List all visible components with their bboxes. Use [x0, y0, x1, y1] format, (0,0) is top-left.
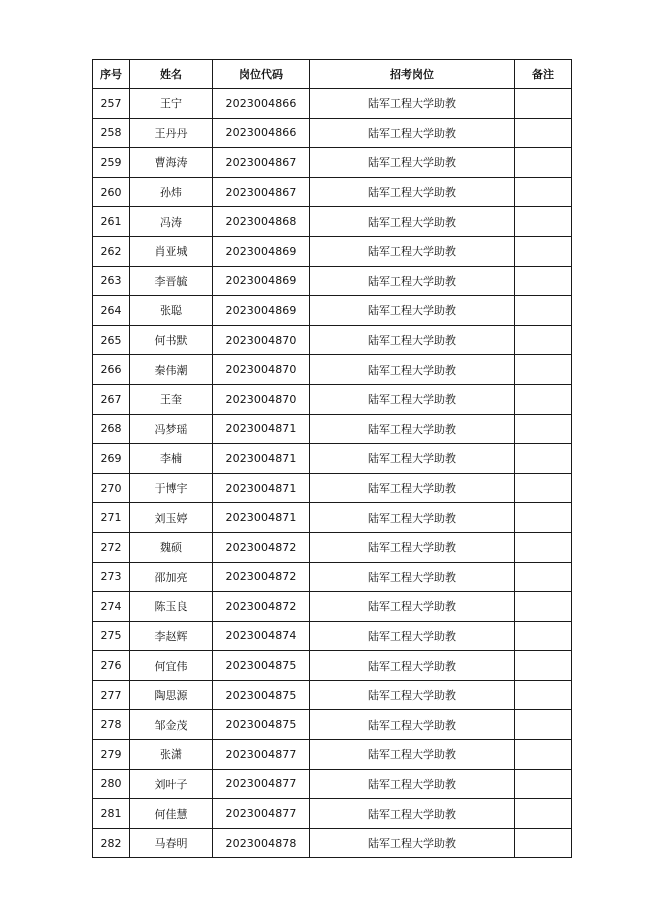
cell-recruited-position: 陆军工程大学助教: [310, 444, 515, 474]
cell-recruited-position: 陆军工程大学助教: [310, 325, 515, 355]
cell-position-code: 2023004871: [213, 473, 310, 503]
cell-serial-number: 272: [93, 532, 130, 562]
header-serial-number: 序号: [93, 60, 130, 89]
table-row: [93, 473, 572, 503]
table-row: [93, 503, 572, 533]
cell-name: 何佳慧: [130, 799, 213, 829]
cell-recruited-position: 陆军工程大学助教: [310, 651, 515, 681]
cell-serial-number: 261: [93, 207, 130, 237]
cell-name: 王奎: [130, 384, 213, 414]
cell-remarks: [515, 236, 572, 266]
cell-position-code: 2023004869: [213, 266, 310, 296]
cell-serial-number: 266: [93, 355, 130, 385]
table-row: [93, 296, 572, 326]
table-row: [93, 562, 572, 592]
cell-serial-number: 274: [93, 592, 130, 622]
cell-position-code: 2023004878: [213, 828, 310, 858]
header-recruited-position: 招考岗位: [310, 60, 515, 89]
cell-position-code: 2023004877: [213, 769, 310, 799]
cell-position-code: 2023004869: [213, 296, 310, 326]
cell-recruited-position: 陆军工程大学助教: [310, 207, 515, 237]
cell-recruited-position: 陆军工程大学助教: [310, 799, 515, 829]
cell-position-code: 2023004870: [213, 384, 310, 414]
cell-serial-number: 259: [93, 148, 130, 178]
cell-serial-number: 270: [93, 473, 130, 503]
table-header-row: [93, 60, 572, 89]
cell-remarks: [515, 799, 572, 829]
cell-recruited-position: 陆军工程大学助教: [310, 503, 515, 533]
cell-remarks: [515, 296, 572, 326]
table-row: [93, 799, 572, 829]
cell-serial-number: 271: [93, 503, 130, 533]
table-body: [93, 89, 572, 858]
cell-recruited-position: 陆军工程大学助教: [310, 355, 515, 385]
cell-serial-number: 276: [93, 651, 130, 681]
cell-position-code: 2023004870: [213, 355, 310, 385]
cell-name: 邹金茂: [130, 710, 213, 740]
cell-recruited-position: 陆军工程大学助教: [310, 148, 515, 178]
header-position-code: 岗位代码: [213, 60, 310, 89]
cell-position-code: 2023004875: [213, 651, 310, 681]
cell-name: 邵加亮: [130, 562, 213, 592]
cell-name: 冯涛: [130, 207, 213, 237]
cell-remarks: [515, 828, 572, 858]
cell-position-code: 2023004867: [213, 148, 310, 178]
cell-serial-number: 280: [93, 769, 130, 799]
cell-serial-number: 265: [93, 325, 130, 355]
cell-name: 王宁: [130, 89, 213, 119]
cell-remarks: [515, 651, 572, 681]
cell-remarks: [515, 562, 572, 592]
cell-remarks: [515, 769, 572, 799]
table-row: [93, 236, 572, 266]
table-row: [93, 118, 572, 148]
cell-serial-number: 263: [93, 266, 130, 296]
cell-position-code: 2023004870: [213, 325, 310, 355]
cell-remarks: [515, 148, 572, 178]
cell-name: 何宜伟: [130, 651, 213, 681]
cell-name: 孙炜: [130, 177, 213, 207]
cell-remarks: [515, 384, 572, 414]
cell-position-code: 2023004871: [213, 503, 310, 533]
cell-recruited-position: 陆军工程大学助教: [310, 473, 515, 503]
table-row: [93, 207, 572, 237]
cell-name: 张聪: [130, 296, 213, 326]
cell-name: 马春明: [130, 828, 213, 858]
table-row: [93, 740, 572, 770]
cell-name: 王丹丹: [130, 118, 213, 148]
cell-recruited-position: 陆军工程大学助教: [310, 562, 515, 592]
cell-remarks: [515, 473, 572, 503]
cell-position-code: 2023004872: [213, 592, 310, 622]
cell-remarks: [515, 414, 572, 444]
cell-serial-number: 277: [93, 680, 130, 710]
cell-name: 陈玉良: [130, 592, 213, 622]
cell-remarks: [515, 266, 572, 296]
cell-serial-number: 273: [93, 562, 130, 592]
cell-name: 张潇: [130, 740, 213, 770]
table-row: [93, 592, 572, 622]
cell-recruited-position: 陆军工程大学助教: [310, 384, 515, 414]
table-row: [93, 621, 572, 651]
cell-recruited-position: 陆军工程大学助教: [310, 740, 515, 770]
cell-serial-number: 282: [93, 828, 130, 858]
table-row: [93, 148, 572, 178]
cell-position-code: 2023004872: [213, 562, 310, 592]
cell-remarks: [515, 592, 572, 622]
cell-name: 秦伟潮: [130, 355, 213, 385]
cell-serial-number: 267: [93, 384, 130, 414]
cell-remarks: [515, 710, 572, 740]
table-row: [93, 710, 572, 740]
cell-recruited-position: 陆军工程大学助教: [310, 266, 515, 296]
cell-name: 陶思源: [130, 680, 213, 710]
cell-position-code: 2023004877: [213, 799, 310, 829]
cell-position-code: 2023004869: [213, 236, 310, 266]
table-row: [93, 89, 572, 119]
cell-recruited-position: 陆军工程大学助教: [310, 769, 515, 799]
cell-remarks: [515, 532, 572, 562]
cell-remarks: [515, 355, 572, 385]
table-row: [93, 532, 572, 562]
cell-recruited-position: 陆军工程大学助教: [310, 89, 515, 119]
cell-serial-number: 275: [93, 621, 130, 651]
cell-name: 李晋毓: [130, 266, 213, 296]
cell-recruited-position: 陆军工程大学助教: [310, 621, 515, 651]
table-row: [93, 177, 572, 207]
cell-name: 肖亚城: [130, 236, 213, 266]
cell-position-code: 2023004874: [213, 621, 310, 651]
cell-position-code: 2023004866: [213, 118, 310, 148]
cell-serial-number: 278: [93, 710, 130, 740]
table-row: [93, 355, 572, 385]
table-row: [93, 266, 572, 296]
table-row: [93, 769, 572, 799]
cell-serial-number: 264: [93, 296, 130, 326]
cell-remarks: [515, 177, 572, 207]
table-row: [93, 828, 572, 858]
cell-position-code: 2023004868: [213, 207, 310, 237]
table-row: [93, 384, 572, 414]
cell-recruited-position: 陆军工程大学助教: [310, 236, 515, 266]
cell-recruited-position: 陆军工程大学助教: [310, 118, 515, 148]
cell-serial-number: 260: [93, 177, 130, 207]
cell-position-code: 2023004872: [213, 532, 310, 562]
cell-position-code: 2023004875: [213, 710, 310, 740]
cell-recruited-position: 陆军工程大学助教: [310, 414, 515, 444]
cell-name: 于博宇: [130, 473, 213, 503]
cell-serial-number: 257: [93, 89, 130, 119]
table-row: [93, 444, 572, 474]
cell-serial-number: 281: [93, 799, 130, 829]
cell-remarks: [515, 503, 572, 533]
cell-recruited-position: 陆军工程大学助教: [310, 828, 515, 858]
cell-serial-number: 268: [93, 414, 130, 444]
table-row: [93, 325, 572, 355]
cell-remarks: [515, 89, 572, 119]
cell-recruited-position: 陆军工程大学助教: [310, 592, 515, 622]
cell-name: 何书默: [130, 325, 213, 355]
table-row: [93, 680, 572, 710]
cell-name: 李赵辉: [130, 621, 213, 651]
cell-remarks: [515, 325, 572, 355]
candidate-table: [92, 59, 572, 858]
cell-recruited-position: 陆军工程大学助教: [310, 532, 515, 562]
cell-name: 刘叶子: [130, 769, 213, 799]
cell-serial-number: 262: [93, 236, 130, 266]
header-name: 姓名: [130, 60, 213, 89]
cell-name: 曹海涛: [130, 148, 213, 178]
cell-serial-number: 258: [93, 118, 130, 148]
cell-recruited-position: 陆军工程大学助教: [310, 680, 515, 710]
cell-recruited-position: 陆军工程大学助教: [310, 177, 515, 207]
cell-name: 刘玉婷: [130, 503, 213, 533]
cell-position-code: 2023004867: [213, 177, 310, 207]
cell-remarks: [515, 444, 572, 474]
cell-remarks: [515, 207, 572, 237]
cell-recruited-position: 陆军工程大学助教: [310, 710, 515, 740]
cell-position-code: 2023004866: [213, 89, 310, 119]
cell-remarks: [515, 621, 572, 651]
cell-name: 冯梦瑶: [130, 414, 213, 444]
cell-remarks: [515, 740, 572, 770]
table-row: [93, 414, 572, 444]
cell-serial-number: 269: [93, 444, 130, 474]
cell-remarks: [515, 680, 572, 710]
cell-position-code: 2023004875: [213, 680, 310, 710]
cell-position-code: 2023004871: [213, 444, 310, 474]
cell-serial-number: 279: [93, 740, 130, 770]
cell-name: 魏硕: [130, 532, 213, 562]
cell-position-code: 2023004877: [213, 740, 310, 770]
header-remarks: 备注: [515, 60, 572, 89]
table-row: [93, 651, 572, 681]
cell-remarks: [515, 118, 572, 148]
cell-position-code: 2023004871: [213, 414, 310, 444]
cell-name: 李楠: [130, 444, 213, 474]
cell-recruited-position: 陆军工程大学助教: [310, 296, 515, 326]
